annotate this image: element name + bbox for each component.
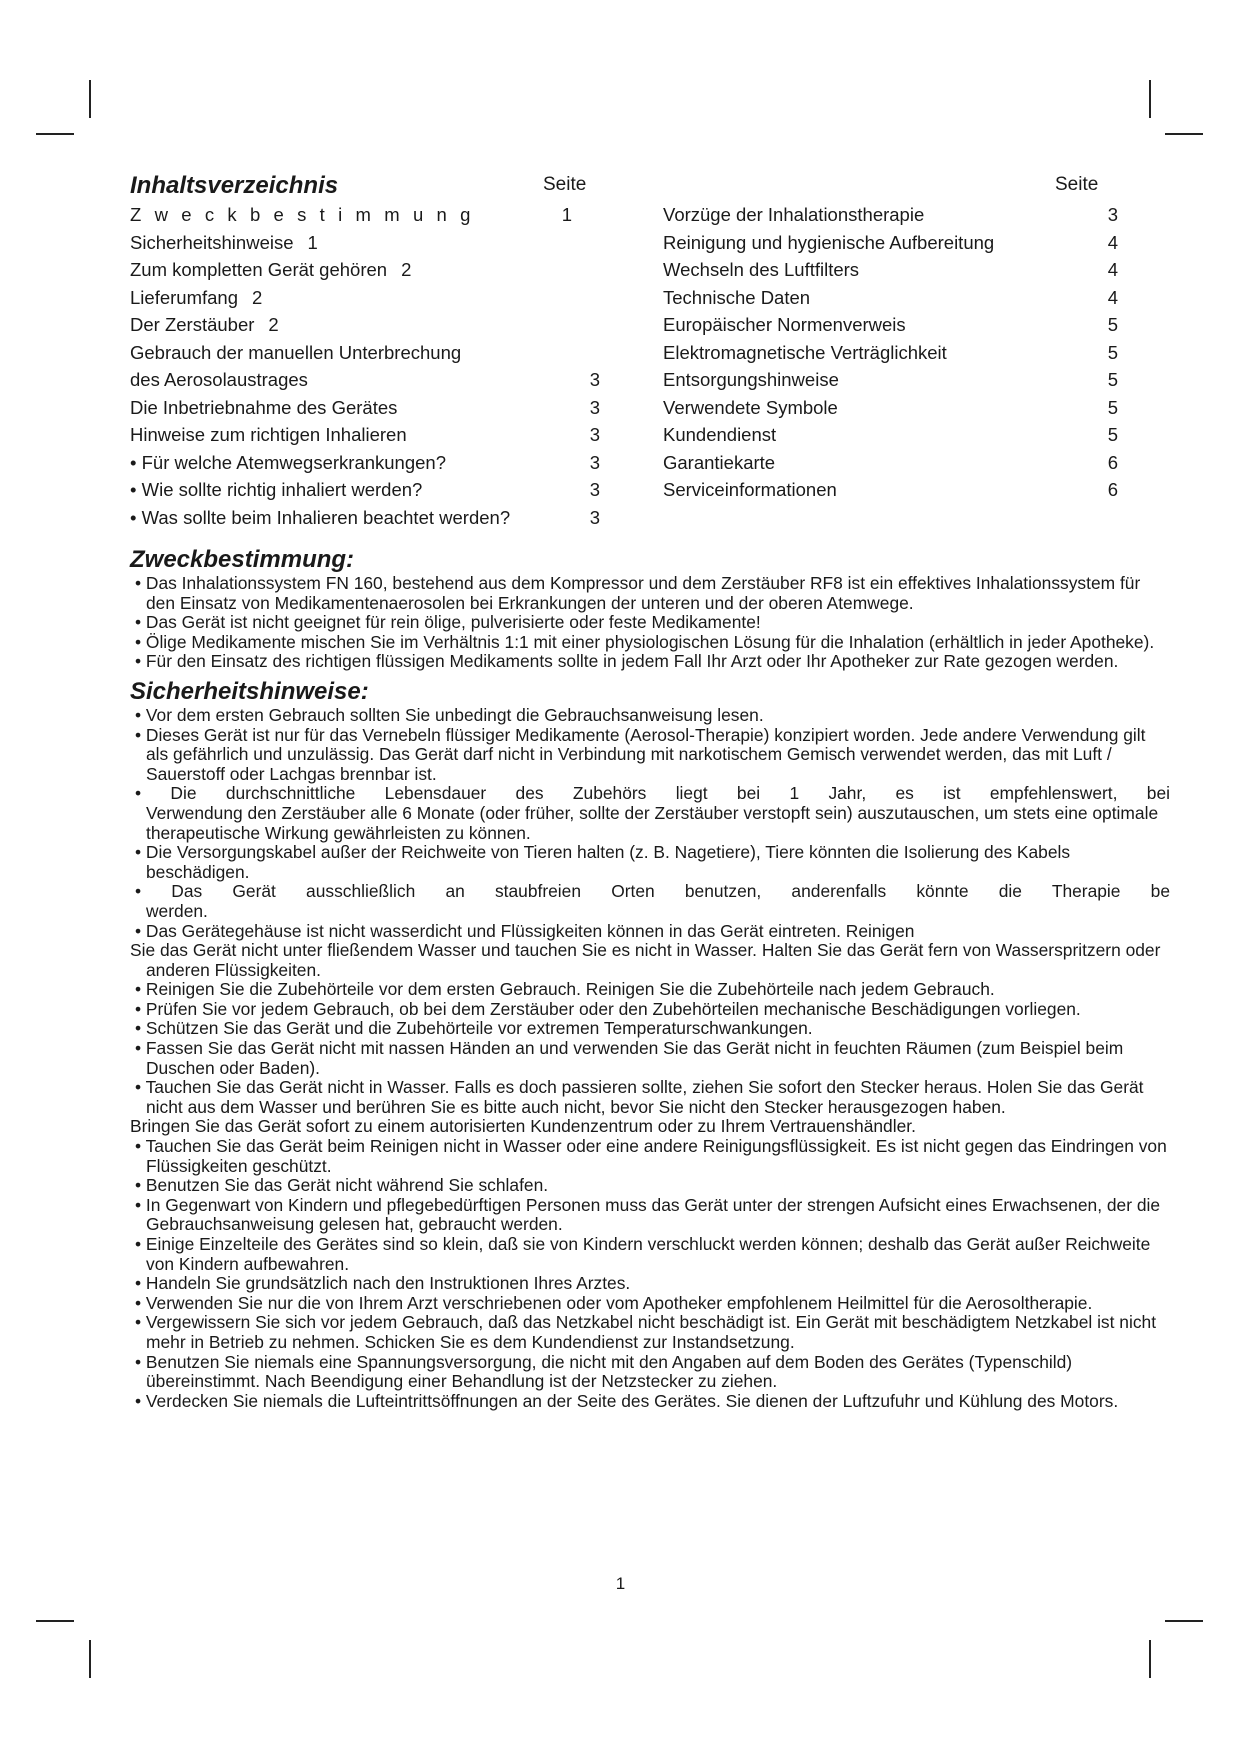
toc-left-column [130, 201, 600, 531]
toc-item [130, 201, 600, 229]
toc-item-label: • Wie sollte richtig inhaliert werden? [130, 479, 423, 500]
toc-item [663, 201, 1118, 229]
crop-mark [89, 80, 91, 118]
crop-mark [36, 133, 74, 135]
safety-item: • Verdecken Sie niemals die Lufteintrittsöffnungen an der Seite des Gerätes. Sie dienen der Luftzufuhr und Kühlung des Motors. [135, 1390, 1119, 1411]
toc-seite-header-left: Seite [543, 174, 587, 195]
toc-item-page: 4 [1107, 231, 1118, 253]
safety-item: • Handeln Sie grundsätzlich nach den Instruktionen Ihres Arztes. [135, 1273, 631, 1294]
toc-item [130, 229, 600, 257]
safety-item: • Dieses Gerät ist nur für das Vernebeln flüssiger Medikamente (Aerosol-Therapie) konzipiert worden. Jede andere Verwendung gilt als gefährlich und unzulässig. Das Gerät darf nicht in Verbindung mit narkotischem Gemisch verwendet werden, das mit Luft / Sauerstoff oder Lachgas brennbar ist. [135, 724, 1146, 784]
toc-item [663, 421, 1118, 449]
toc-item-label: Vorzüge der Inhalationstherapie [663, 204, 925, 225]
toc-item-label: Serviceinformationen [663, 479, 837, 500]
toc-item-page: 5 [1107, 369, 1118, 390]
toc-item-label: Hinweise zum richtigen Inhalieren [130, 424, 407, 445]
toc-item [663, 256, 1118, 284]
toc-item-label: Kundendienst [663, 424, 777, 445]
toc-item-label: Europäischer Normenverweis [663, 314, 906, 335]
toc-item [663, 229, 1118, 257]
safety-item: • Verwenden Sie nur die von Ihrem Arzt verschriebenen oder vom Apotheker empfohlenem Heilmittel für die Aerosoltherapie. [135, 1292, 1093, 1313]
section-title-zweckbestimmung: Zweckbestimmung: [130, 546, 355, 573]
toc-item-page: 3 [589, 396, 600, 418]
toc-item-page: 3 [589, 369, 600, 390]
safety-item: Bringen Sie das Gerät sofort zu einem autorisierten Kundenzentrum oder zu Ihrem Vertrauenshändler. [130, 1116, 916, 1137]
toc-right-column [663, 201, 1118, 504]
toc-item-label: Reinigung und hygienische Aufbereitung [663, 231, 995, 253]
toc-item-label: Garantiekarte [663, 451, 776, 473]
safety-item: • Schützen Sie das Gerät und die Zubehörteile vor extremen Temperaturschwankungen. [135, 1018, 813, 1039]
safety-item: • Vergewissern Sie sich vor jedem Gebrauch, daß das Netzkabel nicht beschädigt ist. Ein Gerät mit beschädigtem Netzkabel ist nicht mehr in Betrieb zu nehmen. Schicken Sie es dem Kundendienst zur Instandsetzung. [135, 1312, 1157, 1352]
safety-item: • Das Gerät ausschließlich an staubfreien Orten benutzen, anderenfalls könnte die Therapie be [135, 882, 1170, 902]
table-of-contents [130, 168, 1130, 528]
toc-item [130, 284, 600, 312]
toc-item [130, 339, 600, 367]
toc-item [663, 366, 1118, 394]
zweckbestimmung-list [130, 574, 1170, 672]
toc-item [663, 394, 1118, 422]
crop-mark [1165, 133, 1203, 135]
toc-item-page: 3 [589, 424, 600, 445]
safety-item: Sie das Gerät nicht unter fließendem Wasser und tauchen Sie es nicht in Wasser. Halten Sie das Gerät fern von Wasserspritzern oder anderen Flüssigkeiten. [130, 940, 1161, 980]
safety-item: Verwendung den Zerstäuber alle 6 Monate (oder früher, sollte der Zerstäuber verstopft sein) auszutauschen, um stets eine optimale therapeutische Wirkung gewährleisten zu können. [146, 802, 1159, 843]
toc-item-page: 5 [1107, 341, 1118, 363]
crop-mark [89, 1640, 91, 1678]
toc-item-page: 3 [589, 479, 600, 500]
crop-mark [1149, 80, 1151, 118]
toc-item [130, 256, 600, 284]
safety-item: • Reinigen Sie die Zubehörteile vor dem ersten Gebrauch. Reinigen Sie die Zubehörteile nach jedem Gebrauch. [135, 979, 995, 1000]
toc-item-page: 1 [561, 204, 572, 225]
toc-item-page: 2 [401, 259, 412, 280]
toc-item-label: Technische Daten [663, 286, 811, 308]
toc-item-page: 4 [1107, 259, 1118, 280]
safety-item: • Benutzen Sie das Gerät nicht während Sie schlafen. [135, 1175, 549, 1196]
toc-seite-header-right: Seite [1055, 174, 1099, 195]
toc-item-label: • Was sollte beim Inhalieren beachtet werden? [130, 506, 511, 528]
toc-item [130, 311, 600, 339]
safety-item: • Einige Einzelteile des Gerätes sind so klein, daß sie von Kindern verschluckt werden können; deshalb das Gerät außer Reichweite von Kindern aufbewahren. [135, 1234, 1151, 1274]
crop-mark [1165, 1620, 1203, 1622]
safety-item: • Tauchen Sie das Gerät beim Reinigen nicht in Wasser oder eine andere Reinigungsflüssigkeit. Es ist nicht gegen das Eindringen von Flüssigkeiten geschützt. [135, 1136, 1167, 1176]
toc-item-label: Lieferumfang [130, 286, 238, 308]
toc-item-label: Zweckbestimmung [130, 204, 484, 225]
toc-item-label: Gebrauch der manuellen Unterbrechung [130, 341, 462, 363]
toc-item-label: Entsorgungshinweise [663, 369, 839, 390]
toc-item-label: Die Inbetriebnahme des Gerätes [130, 396, 398, 418]
toc-item-page: 3 [1107, 204, 1118, 225]
zweck-item: • Das Gerät ist nicht geeignet für rein ölige, pulverisierte oder feste Medikamente! [135, 612, 761, 633]
toc-item-label: Der Zerstäuber [130, 314, 255, 335]
crop-mark [36, 1620, 74, 1622]
page-number: 1 [615, 1574, 626, 1593]
toc-item-label: • Für welche Atemwegserkrankungen? [130, 451, 446, 473]
safety-item: • Prüfen Sie vor jedem Gebrauch, ob bei dem Zerstäuber oder den Zubehörteilen mechanische Beschädigungen vorliegen. [135, 998, 1081, 1019]
safety-item: • Vor dem ersten Gebrauch sollten Sie unbedingt die Gebrauchsanweisung lesen. [135, 704, 764, 725]
toc-item-page: 2 [251, 286, 263, 308]
sicherheitshinweise-list [130, 706, 1170, 1411]
toc-item [130, 476, 600, 504]
toc-item-label: Elektromagnetische Verträglichkeit [663, 341, 947, 363]
toc-item [130, 421, 600, 449]
toc-item-label: Zum kompletten Gerät gehören [130, 259, 388, 280]
toc-item-page: 5 [1107, 314, 1118, 335]
toc-item [663, 284, 1118, 312]
safety-item: • Tauchen Sie das Gerät nicht in Wasser. Falls es doch passieren sollte, ziehen Sie sofort den Stecker heraus. Holen Sie das Gerät nicht aus dem Wasser und berühren Sie es bitte auch nicht, bevor Sie nicht den Stecker herausgezogen haben. [135, 1077, 1144, 1117]
toc-item [130, 504, 600, 532]
toc-item-page: 1 [307, 231, 318, 253]
safety-item: • Das Gerätegehäuse ist nicht wasserdicht und Flüssigkeiten können in das Gerät eintreten. Reinigen [135, 920, 915, 941]
toc-item [130, 394, 600, 422]
section-title-sicherheitshinweise: Sicherheitshinweise: [130, 677, 369, 705]
toc-item [663, 449, 1118, 477]
zweck-item: • Das Inhalationssystem FN 160, bestehend aus dem Kompressor und dem Zerstäuber RF8 ist ein effektives Inhalationssystem für den Einsatz von Medikamentenaerosolen bei Erkrankungen der unteren und der oberen Atemwege. [135, 573, 1141, 613]
zweck-item: • Ölige Medikamente mischen Sie im Verhältnis 1:1 mit einer physiologischen Lösung für die Inhalation (erhältlich in jeder Apotheke). [135, 631, 1155, 652]
toc-item-page: 3 [589, 506, 600, 528]
safety-item: • Benutzen Sie niemals eine Spannungsversorgung, die nicht mit den Angaben auf dem Boden des Gerätes (Typenschild) übereinstimmt. Nach Beendigung einer Behandlung ist der Netzstecker zu ziehen. [135, 1351, 1073, 1392]
toc-item [663, 339, 1118, 367]
toc-item-page: 2 [268, 314, 279, 335]
toc-title: Inhaltsverzeichnis [130, 172, 339, 199]
toc-item-label: des Aerosolaustrages [130, 369, 308, 390]
toc-item-page: 5 [1107, 424, 1118, 445]
toc-item-page: 6 [1107, 479, 1118, 500]
safety-item: • In Gegenwart von Kindern und pflegebedürftigen Personen muss das Gerät unter der strengen Aufsicht eines Erwachsenen, der die Gebrauchsanweisung gelesen hat, gebraucht werden. [135, 1194, 1161, 1235]
toc-item [663, 476, 1118, 504]
toc-item-page: 4 [1107, 286, 1118, 308]
toc-item-page: 5 [1107, 396, 1118, 418]
toc-item-label: Wechseln des Luftfilters [663, 259, 860, 280]
body-text [130, 546, 1170, 1411]
safety-item: • Fassen Sie das Gerät nicht mit nassen Händen an und verwenden Sie das Gerät nicht in feuchten Räumen (zum Beispiel beim Duschen oder Baden). [135, 1038, 1124, 1078]
toc-item-page: 3 [589, 451, 600, 473]
safety-item: werden. [146, 900, 208, 921]
safety-item: • Die durchschnittliche Lebensdauer des Zubehörs liegt bei 1 Jahr, es ist empfehlenswert, bei [135, 784, 1170, 804]
zweck-item: • Für den Einsatz des richtigen flüssigen Medikaments sollte in jedem Fall Ihr Arzt oder Ihr Apotheker zur Rate gezogen werden. [135, 651, 1119, 672]
toc-item [130, 366, 600, 394]
toc-item [663, 311, 1118, 339]
toc-item [130, 449, 600, 477]
safety-item: • Die Versorgungskabel außer der Reichweite von Tieren halten (z. B. Nagetiere), Tiere könnten die Isolierung des Kabels beschädigen. [135, 842, 1071, 882]
toc-item-page: 6 [1107, 451, 1118, 473]
toc-item-label: Sicherheitshinweise [130, 231, 294, 253]
crop-mark [1149, 1640, 1151, 1678]
toc-item-label: Verwendete Symbole [663, 396, 838, 418]
